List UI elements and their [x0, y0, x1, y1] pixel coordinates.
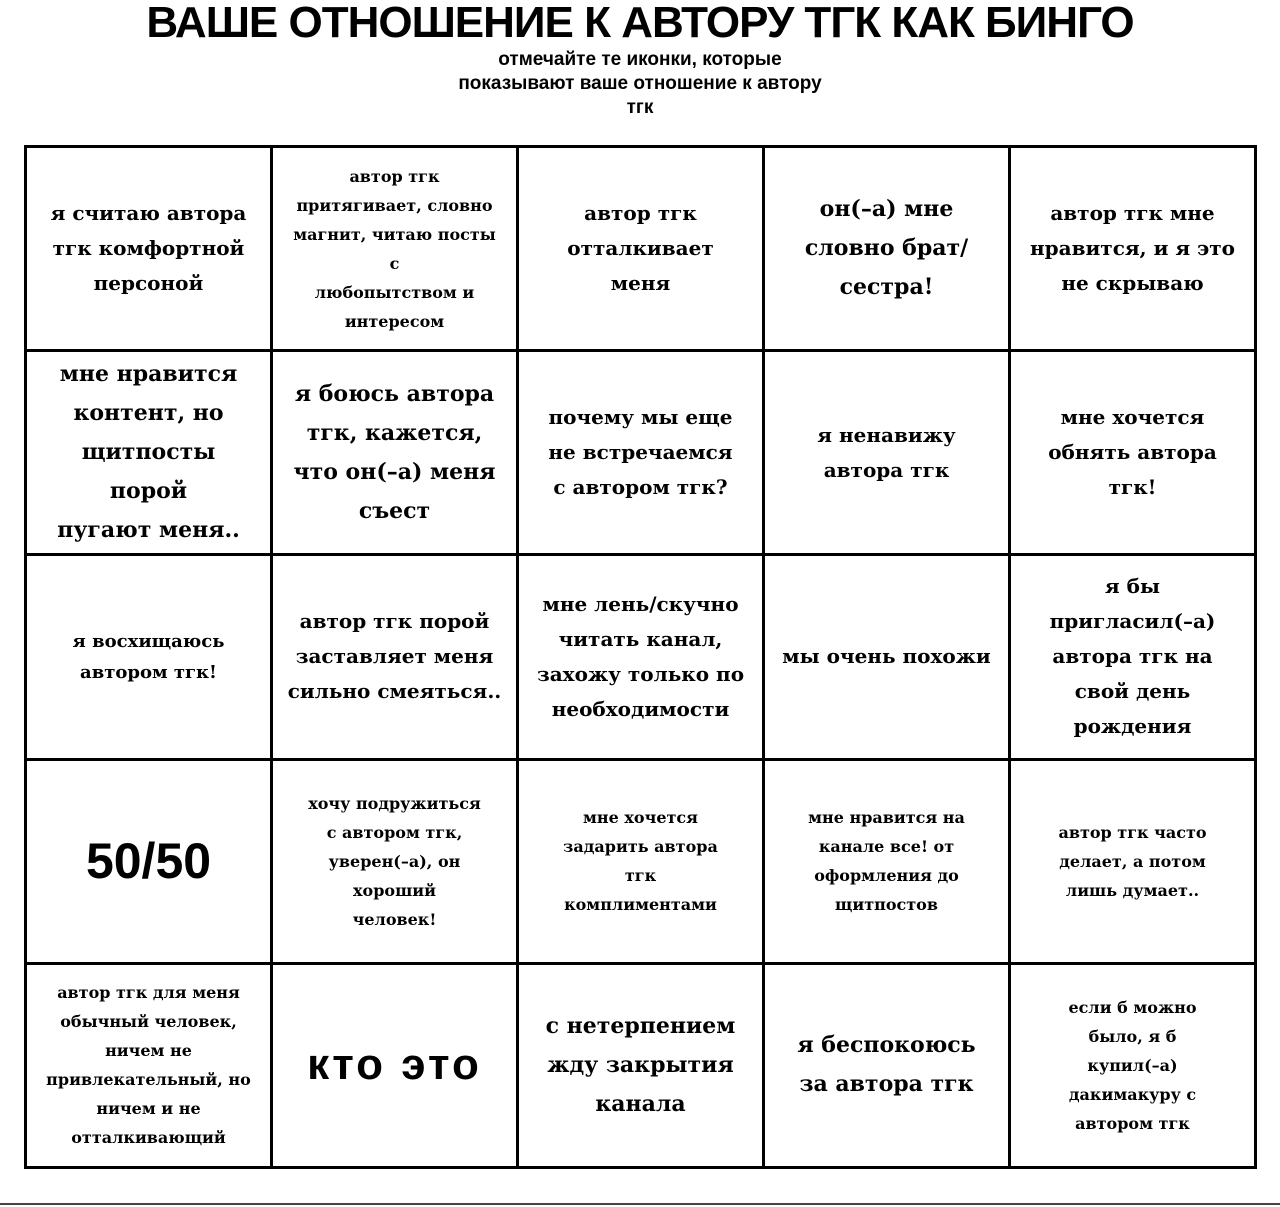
- bingo-cell-text: почему мы еще: [548, 405, 733, 430]
- bingo-cell-text: щитпосты порой: [81, 439, 216, 505]
- bingo-cell-text: магнит, читаю посты с: [293, 224, 496, 273]
- bingo-cell[interactable]: [27, 148, 270, 349]
- bingo-grid: [24, 145, 1257, 1169]
- bingo-cell[interactable]: [1011, 148, 1254, 349]
- bingo-cell[interactable]: [27, 352, 270, 553]
- bingo-cell-text: автор тгк часто: [1058, 822, 1207, 842]
- subtitle-line: тгк: [626, 97, 654, 118]
- bingo-cell[interactable]: [765, 965, 1008, 1166]
- bingo-cell-text: я восхищаюсь: [72, 630, 225, 652]
- bingo-cell-text: сестра!: [839, 274, 934, 301]
- bingo-cell-text: мне хочется: [583, 808, 698, 828]
- bingo-cell-text: я бы: [1104, 574, 1161, 599]
- bingo-cell-text: уверен(–а), он: [328, 851, 461, 871]
- bingo-cell-text: с нетерпением: [545, 1012, 736, 1039]
- bingo-cell[interactable]: [1011, 352, 1254, 553]
- bingo-cell-text: персоной: [93, 271, 204, 296]
- bingo-cell-text: интересом: [344, 311, 445, 331]
- subtitle-line: отмечайте те иконки, которые: [498, 49, 782, 70]
- bingo-cell-text: делает, а потом: [1059, 851, 1206, 871]
- bingo-cell-text: комплиментами: [564, 895, 717, 915]
- subtitle-line: показывают ваше отношение к автору: [458, 73, 822, 94]
- bingo-cell-text: не встречаемся: [548, 440, 733, 465]
- bingo-cell-text: меня: [610, 271, 671, 296]
- bingo-cell[interactable]: [519, 761, 762, 962]
- bingo-cell-text: человек!: [352, 909, 437, 929]
- bingo-cell-text: отталкивает: [567, 236, 714, 261]
- bingo-cell-text: щитпостов: [835, 895, 938, 915]
- bingo-cell-text: автором тгк!: [80, 661, 217, 683]
- bingo-cell-text: он(–а) мне: [819, 196, 954, 223]
- bingo-cell[interactable]: [765, 761, 1008, 962]
- bingo-cell-text: задарить автора: [563, 837, 718, 857]
- bingo-cell-text: хочу подружиться: [308, 793, 481, 813]
- bingo-cell-text: нравится, и я это: [1029, 236, 1236, 261]
- bingo-cell-text: тгк, кажется,: [306, 419, 483, 446]
- bingo-cell-text: я беспокоюсь: [797, 1032, 976, 1059]
- bingo-cell-text: я считаю автора: [50, 201, 247, 226]
- bingo-cell-text: притягивает, словно: [296, 195, 493, 215]
- bingo-cell-text: купил(–а): [1087, 1055, 1178, 1075]
- bingo-cell-text: автор тгк для меня: [57, 983, 240, 1003]
- bottom-divider: [0, 1203, 1280, 1205]
- bingo-cell[interactable]: [273, 761, 516, 962]
- bingo-cell-text: автор тгк: [349, 166, 440, 186]
- bingo-cell-text: дакимакуру с: [1068, 1084, 1197, 1104]
- bingo-cell-text: не скрываю: [1061, 271, 1204, 296]
- bingo-cell-text: оформления до: [814, 866, 959, 886]
- bingo-cell-text: ничем и не: [96, 1099, 201, 1119]
- bingo-cell[interactable]: [765, 352, 1008, 553]
- bingo-cell-text: пугают меня..: [57, 517, 240, 544]
- bingo-cell-text: читать канал,: [558, 626, 723, 651]
- bingo-cell-text: свой день: [1074, 679, 1191, 704]
- bingo-cell-text: обнять автора: [1048, 440, 1217, 465]
- bingo-cell[interactable]: [27, 556, 270, 757]
- bingo-cell-text: лишь думает..: [1065, 880, 1200, 900]
- bingo-cell[interactable]: [519, 556, 762, 757]
- bingo-cell-text: любопытством и: [314, 282, 475, 302]
- bingo-cell-text: автора тгк: [823, 457, 950, 482]
- bingo-cell-text: мне хочется: [1060, 405, 1205, 430]
- bingo-cell-text: было, я б: [1088, 1026, 1177, 1046]
- bingo-cell[interactable]: [27, 761, 270, 962]
- bingo-cell-text: автор тгк: [584, 201, 697, 226]
- bingo-cell-text: если б можно: [1068, 997, 1197, 1017]
- bingo-cell[interactable]: [519, 352, 762, 553]
- bingo-cell[interactable]: [273, 965, 516, 1166]
- bingo-cell[interactable]: [519, 148, 762, 349]
- bingo-cell-text: мы очень похожи: [782, 644, 991, 669]
- bingo-cell-text: кто это: [307, 1040, 482, 1090]
- bingo-cell-text: автором тгк: [1075, 1113, 1190, 1133]
- page-title: ВАШЕ ОТНОШЕНИЕ К АВТОРУ ТГК КАК БИНГО: [146, 0, 1134, 47]
- bingo-cell[interactable]: [273, 556, 516, 757]
- bingo-cell-text: канале все! от: [818, 837, 955, 857]
- bingo-cell-text: ничем не: [105, 1041, 192, 1061]
- bingo-cell-text: пригласил(–а): [1049, 609, 1216, 634]
- bingo-cell[interactable]: [27, 965, 270, 1166]
- bingo-cell-text: мне нравится: [59, 361, 238, 388]
- bingo-cell-text: с автором тгк,: [326, 822, 463, 842]
- bingo-cell-text: автор тгк мне: [1050, 201, 1215, 226]
- bingo-cell-text: контент, но: [73, 400, 224, 427]
- bingo-cell-text: мне лень/скучно: [542, 591, 739, 616]
- bingo-cell-text: автора тгк на: [1052, 644, 1213, 669]
- bingo-cell-text: хороший: [353, 880, 436, 900]
- bingo-cell-text: жду закрытия: [547, 1051, 734, 1078]
- bingo-cell-text: за автора тгк: [799, 1071, 974, 1098]
- bingo-cell-text: с автором тгк?: [553, 475, 728, 500]
- bingo-cell[interactable]: [1011, 965, 1254, 1166]
- bingo-cell[interactable]: [765, 148, 1008, 349]
- bingo-cell-text: что он(–а) меня: [293, 458, 496, 485]
- bingo-cell-text: я ненавижу: [817, 422, 956, 447]
- bingo-cell-text: обычный человек,: [60, 1012, 237, 1032]
- bingo-cell-text: словно брат/: [804, 235, 969, 262]
- bingo-cell[interactable]: [765, 556, 1008, 757]
- bingo-cell-text: необходимости: [551, 696, 730, 721]
- bingo-cell[interactable]: [1011, 556, 1254, 757]
- bingo-cell-text: захожу только по: [536, 661, 745, 686]
- page-subtitle: [0, 48, 1280, 120]
- bingo-cell-text: съест: [358, 497, 431, 524]
- bingo-cell[interactable]: [1011, 761, 1254, 962]
- bingo-cell-text: тгк: [624, 866, 657, 886]
- bingo-cell-text: отталкивающий: [71, 1128, 226, 1148]
- bingo-cell[interactable]: [273, 352, 516, 553]
- bingo-cell[interactable]: [519, 965, 762, 1166]
- bingo-cell-text: рождения: [1073, 714, 1192, 739]
- bingo-cell-text: мне нравится на: [808, 808, 965, 828]
- bingo-cell-text: привлекательный, но: [46, 1070, 251, 1090]
- bingo-cell-text: сильно смеяться..: [287, 679, 502, 704]
- bingo-cell-text: канала: [595, 1090, 686, 1117]
- bingo-cell[interactable]: [273, 148, 516, 349]
- bingo-cell-text: 50/50: [85, 833, 212, 890]
- bingo-cell-text: автор тгк порой: [299, 609, 490, 634]
- bingo-cell-text: заставляет меня: [295, 644, 494, 669]
- bingo-cell-text: тгк!: [1108, 475, 1157, 500]
- bingo-cell-text: тгк комфортной: [52, 236, 245, 261]
- bingo-cell-text: я боюсь автора: [294, 380, 495, 407]
